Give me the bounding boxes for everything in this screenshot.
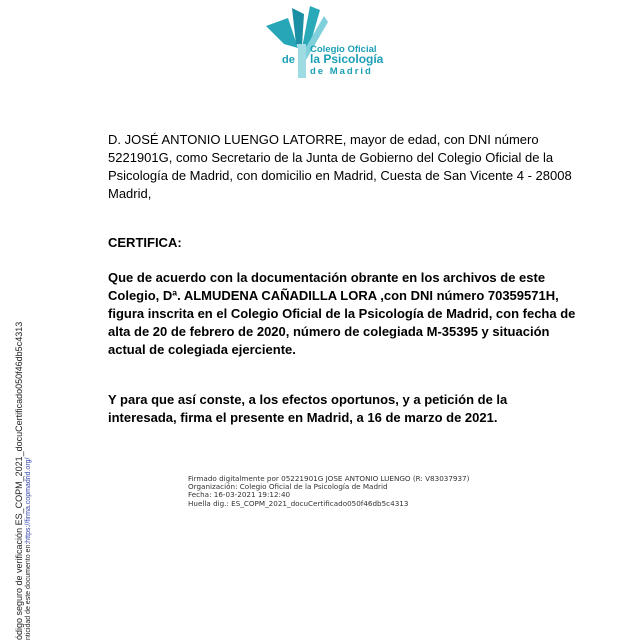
- logo-line1: Colegio Oficial: [310, 44, 377, 55]
- logo-line2a: de: [282, 54, 295, 66]
- logo-line2b: la Psicología: [310, 52, 384, 66]
- closing-paragraph: Y para que así conste, a los efectos oportunos, y a petición de la interesada, firma el presente en Madrid, a 16 de marzo de 2021.: [108, 392, 508, 425]
- verification-code: ódigo seguro de verificación ES_COPM_2021_docuCertificado050f46db5c4313: [14, 321, 24, 640]
- intro-paragraph: D. JOSÉ ANTONIO LUENGO LATORRE, mayor de edad, con DNI número 5221901G, como Secretario de la Junta de Gobierno del Colegio Oficial de la Psicología de Madrid, con domicilio en Madrid, Cuesta de San Vicente 4 - 28008 Madrid,: [108, 132, 572, 201]
- verification-link[interactable]: https://firma.copmadrid.org/: [25, 457, 32, 543]
- signature-date: Fecha: 16-03-2021 19:12:40: [188, 490, 291, 500]
- colegio-logo: [264, 4, 388, 78]
- signature-signer: Firmado digitalmente por 05221901G JOSE ANTONIO LUENGO (R: V83037937): [188, 474, 470, 483]
- certifica-heading: CERTIFICA:: [108, 235, 182, 250]
- logo-line3: de Madrid: [310, 66, 373, 77]
- certification-content: Que de acuerdo con la documentación obrante en los archivos de este Colegio, Dª. ALMUDENA CAÑADILLA LORA ,con DNI número 70359571H, figura inscrita en el Colegio Oficial de la Psicología de Madrid, con fecha de alta de 20 de febrero de 2020, número de colegiada M-35395 y situación actual de colegiada ejerciente.: [108, 270, 576, 357]
- signature-hash: Huella dig.: ES_COPM_2021_docuCertificado050f46db5c4313: [188, 498, 409, 508]
- signature-organization: Organización: Colegio Oficial de la Psicología de Madrid: [188, 482, 388, 492]
- digital-signature-block: [188, 475, 469, 508]
- verification-text: nticidad de este documento en:: [25, 542, 32, 640]
- verification-sidebar: [14, 322, 33, 640]
